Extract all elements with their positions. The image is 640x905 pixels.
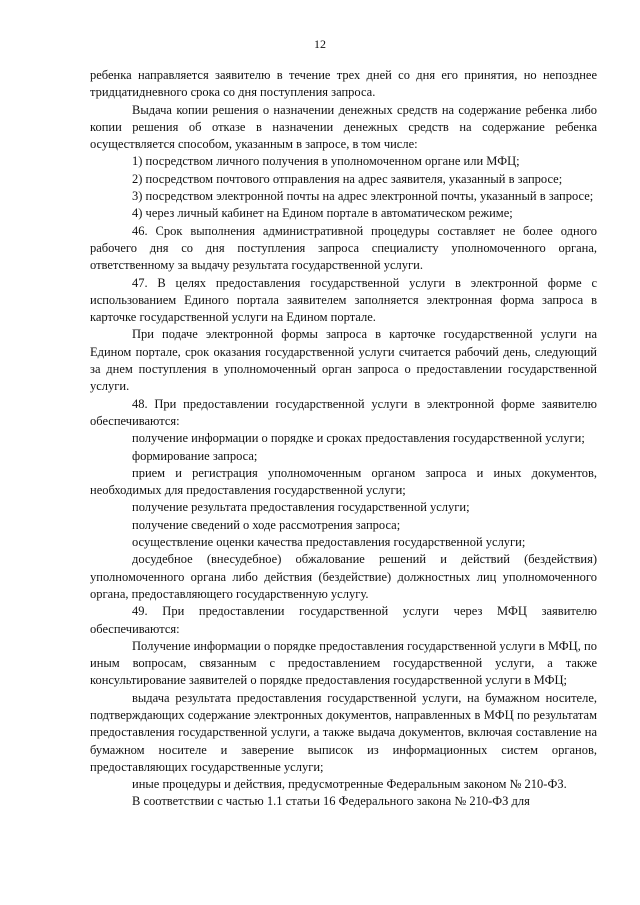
list-item: 2) посредством почтового отправления на адрес заявителя, указанный в запросе; bbox=[132, 171, 563, 186]
list-item: выдача результата предоставления государственной услуги, на бумажном носителе, подтверждающих содержание электронных документов, направленных в МФЦ по результатам предоставления государственной услуги, а также выдача документов, включая составление на бумажном носителе и заверение выписок из информационных систем органов, предоставляющих государственные услуги; bbox=[90, 690, 597, 774]
list-item: 4) через личный кабинет на Едином портале в автоматическом режиме; bbox=[132, 206, 513, 221]
paragraph: 49. При предоставлении государственной услуги через МФЦ заявителю обеспечиваются: bbox=[90, 604, 597, 636]
paragraph: 47. В целях предоставления государственной услуги в электронной форме с использованием Единого портала заявителем заполняется электронная форма запроса в карточке государственной услуги на Едином портале. bbox=[90, 275, 597, 325]
body-text bbox=[90, 67, 597, 811]
list-item: осуществление оценки качества предоставления государственной услуги; bbox=[132, 535, 526, 550]
paragraph: В соответствии с частью 1.1 статьи 16 Федерального закона № 210-ФЗ для bbox=[132, 794, 530, 809]
paragraph: Выдача копии решения о назначении денежных средств на содержание ребенка либо копии решения об отказе в назначении денежных средств на содержание ребенка осуществляется способом, указанным в запросе, в том числе: bbox=[90, 102, 597, 152]
paragraph: 46. Срок выполнения административной процедуры составляет не более одного рабочего дня со дня поступления запроса специалисту уполномоченного органа, ответственному за выдачу результата государственной услуги. bbox=[90, 223, 597, 273]
list-item: получение результата предоставления государственной услуги; bbox=[132, 500, 470, 515]
list-item: Получение информации о порядке предоставления государственной услуги в МФЦ, по иным вопросам, связанным с предоставлением государственной услуги, а также консультирование заявителей о порядке предоставления государственной услуги в МФЦ; bbox=[90, 638, 597, 688]
list-item: получение сведений о ходе рассмотрения запроса; bbox=[132, 517, 401, 532]
paragraph: ребенка направляется заявителю в течение трех дней со дня его принятия, но непозднее тридцатидневного срока со дня поступления запроса. bbox=[90, 68, 597, 100]
paragraph: При подаче электронной формы запроса в карточке государственной услуги на Едином портале, срок оказания государственной услуги считается рабочий день, следующий за днем поступления в уполномоченный орган запроса о предоставлении государственной услуги. bbox=[90, 327, 597, 394]
page-number: 12 bbox=[314, 37, 326, 51]
list-item: получение информации о порядке и сроках предоставления государственной услуги; bbox=[132, 431, 585, 446]
list-item: 1) посредством личного получения в уполномоченном органе или МФЦ; bbox=[132, 154, 520, 169]
list-item: досудебное (внесудебное) обжалование решений и действий (бездействия) уполномоченного органа либо действия (бездействие) должностных лиц уполномоченного органа, предоставляющего государственную услугу. bbox=[90, 552, 597, 601]
paragraph: 48. При предоставлении государственной услуги в электронной форме заявителю обеспечиваются: bbox=[90, 396, 597, 428]
list-item: прием и регистрация уполномоченным органом запроса и иных документов, необходимых для предоставления государственной услуги; bbox=[90, 465, 597, 498]
list-item: 3) посредством электронной почты на адрес электронной почты, указанный в запросе; bbox=[132, 189, 594, 204]
list-item: формирование запроса; bbox=[132, 448, 258, 463]
list-item: иные процедуры и действия, предусмотренные Федеральным законом № 210-ФЗ. bbox=[132, 777, 567, 792]
